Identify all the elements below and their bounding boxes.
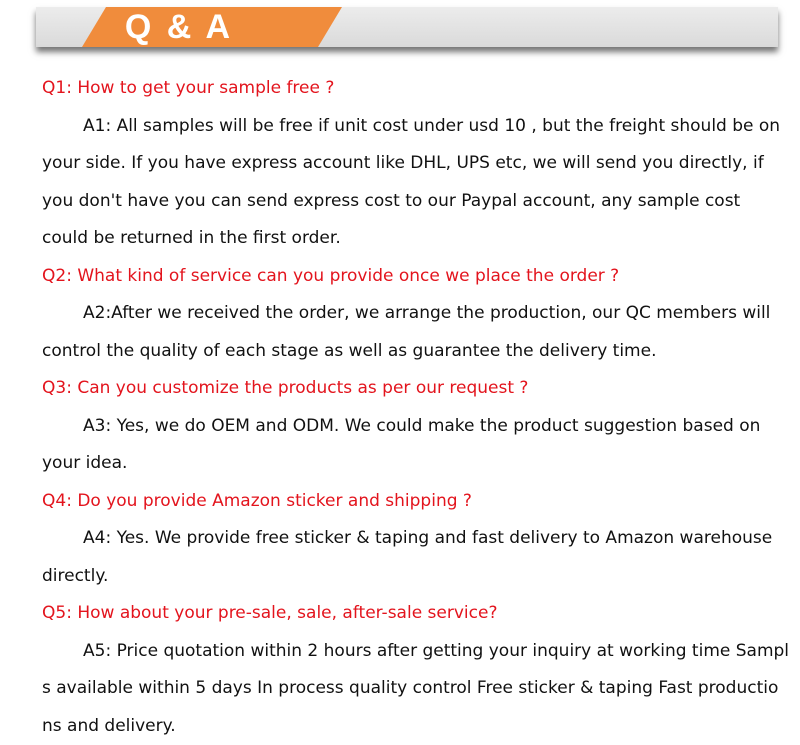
faq-answer-1-line-1: A1: All samples will be free if unit cost under usd 10 , but the freight should be on bbox=[42, 108, 800, 146]
faq-answer-1-line-4: could be returned in the first order. bbox=[42, 220, 800, 258]
faq-list bbox=[42, 70, 800, 745]
faq-question-2: Q2: What kind of service can you provide once we place the order ? bbox=[42, 258, 800, 296]
faq-answer-5-line-3: ns and delivery. bbox=[42, 708, 800, 745]
faq-answer-2-line-1: A2:After we received the order, we arrange the production, our QC members will bbox=[42, 295, 800, 333]
faq-question-3: Q3: Can you customize the products as per our request ? bbox=[42, 370, 800, 408]
faq-answer-2-line-2: control the quality of each stage as well as guarantee the delivery time. bbox=[42, 333, 800, 371]
faq-answer-5-line-2: s available within 5 days In process quality control Free sticker & taping Fast productio bbox=[42, 670, 800, 708]
faq-answer-1-line-2: your side. If you have express account like DHL, UPS etc, we will send you directly, if bbox=[42, 145, 800, 183]
faq-answer-3-line-1: A3: Yes, we do OEM and ODM. We could make the product suggestion based on bbox=[42, 408, 800, 446]
faq-answer-1-line-3: you don't have you can send express cost to our Paypal account, any sample cost bbox=[42, 183, 800, 221]
qa-header-banner bbox=[36, 7, 778, 47]
faq-question-4: Q4: Do you provide Amazon sticker and shipping ? bbox=[42, 483, 800, 521]
faq-answer-4-line-2: directly. bbox=[42, 558, 800, 596]
faq-answer-3-line-2: your idea. bbox=[42, 445, 800, 483]
faq-answer-4-line-1: A4: Yes. We provide free sticker & taping and fast delivery to Amazon warehouse bbox=[42, 520, 800, 558]
faq-answer-5-line-1: A5: Price quotation within 2 hours after getting your inquiry at working time Sampl bbox=[42, 633, 800, 671]
faq-question-1: Q1: How to get your sample free ? bbox=[42, 70, 800, 108]
page-title: Q & A bbox=[82, 7, 276, 47]
faq-question-5: Q5: How about your pre-sale, sale, after-sale service? bbox=[42, 595, 800, 633]
